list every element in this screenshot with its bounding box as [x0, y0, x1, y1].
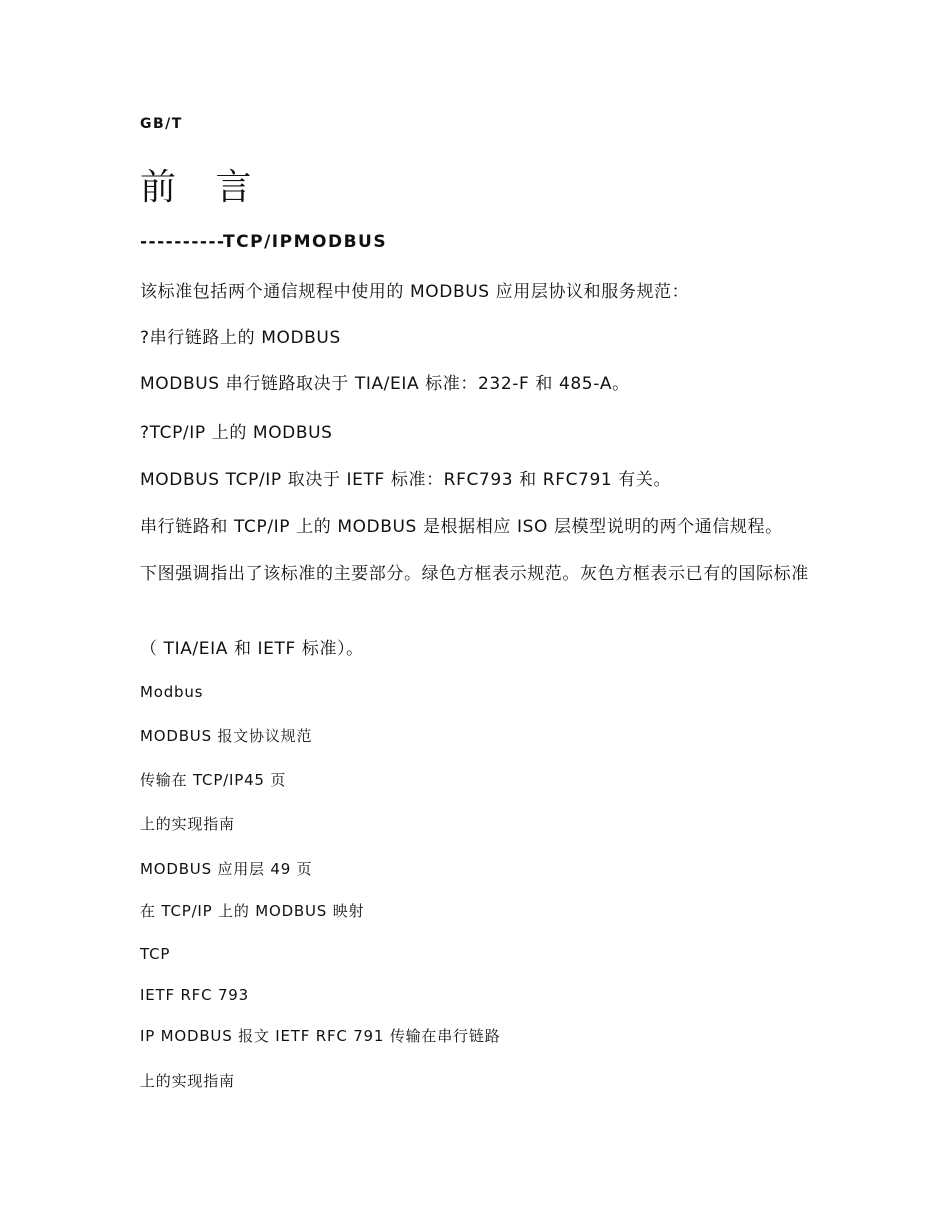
diagram-label-tcp: TCP [140, 945, 171, 963]
diagram-label-modbus: Modbus [140, 683, 204, 701]
diagram-label-implementation-guide: 上的实现指南 [140, 815, 235, 833]
iso-model-paragraph: 串行链路和 TCP/IP 上的 MODBUS 是根据相应 ISO 层模型说明的两个通信规程。 [140, 517, 783, 537]
bullet-serial-line: ?串行链路上的 MODBUS [140, 328, 341, 348]
bullet-tcp-ip: ?TCP/IP 上的 MODBUS [140, 423, 333, 443]
diagram-label-application-layer: MODBUS 应用层 49 页 [140, 860, 313, 878]
intro-paragraph: 该标准包括两个通信规程中使用的 MODBUS 应用层协议和服务规范： [140, 282, 690, 302]
serial-line-standard-paragraph: MODBUS 串行链路取决于 TIA/EIA 标准：232-F 和 485-A。 [140, 374, 630, 394]
page-title: 前 言 [140, 167, 266, 208]
diagram-label-tcp-ip-transport: 传输在 TCP/IP45 页 [140, 771, 287, 789]
diagram-label-ip-rfc791: IP MODBUS 报文 IETF RFC 791 传输在串行链路 [140, 1027, 501, 1045]
tcp-ip-standard-paragraph: MODBUS TCP/IP 取决于 IETF 标准：RFC793 和 RFC791 有关。 [140, 470, 672, 490]
diagram-label-tcp-ip-mapping: 在 TCP/IP 上的 MODBUS 映射 [140, 902, 365, 920]
figure-description-paragraph: 下图强调指出了该标准的主要部分。绿色方框表示规范。灰色方框表示已有的国际标准 [140, 564, 809, 584]
section-subtitle: ----------TCP/IPMODBUS [140, 232, 388, 252]
diagram-label-serial-implementation-guide: 上的实现指南 [140, 1072, 235, 1090]
standard-code: GB/T [140, 116, 183, 132]
diagram-label-message-spec: MODBUS 报文协议规范 [140, 727, 313, 745]
diagram-label-rfc793: IETF RFC 793 [140, 986, 249, 1004]
standards-note-paragraph: （ TIA/EIA 和 IETF 标准）。 [140, 639, 364, 659]
